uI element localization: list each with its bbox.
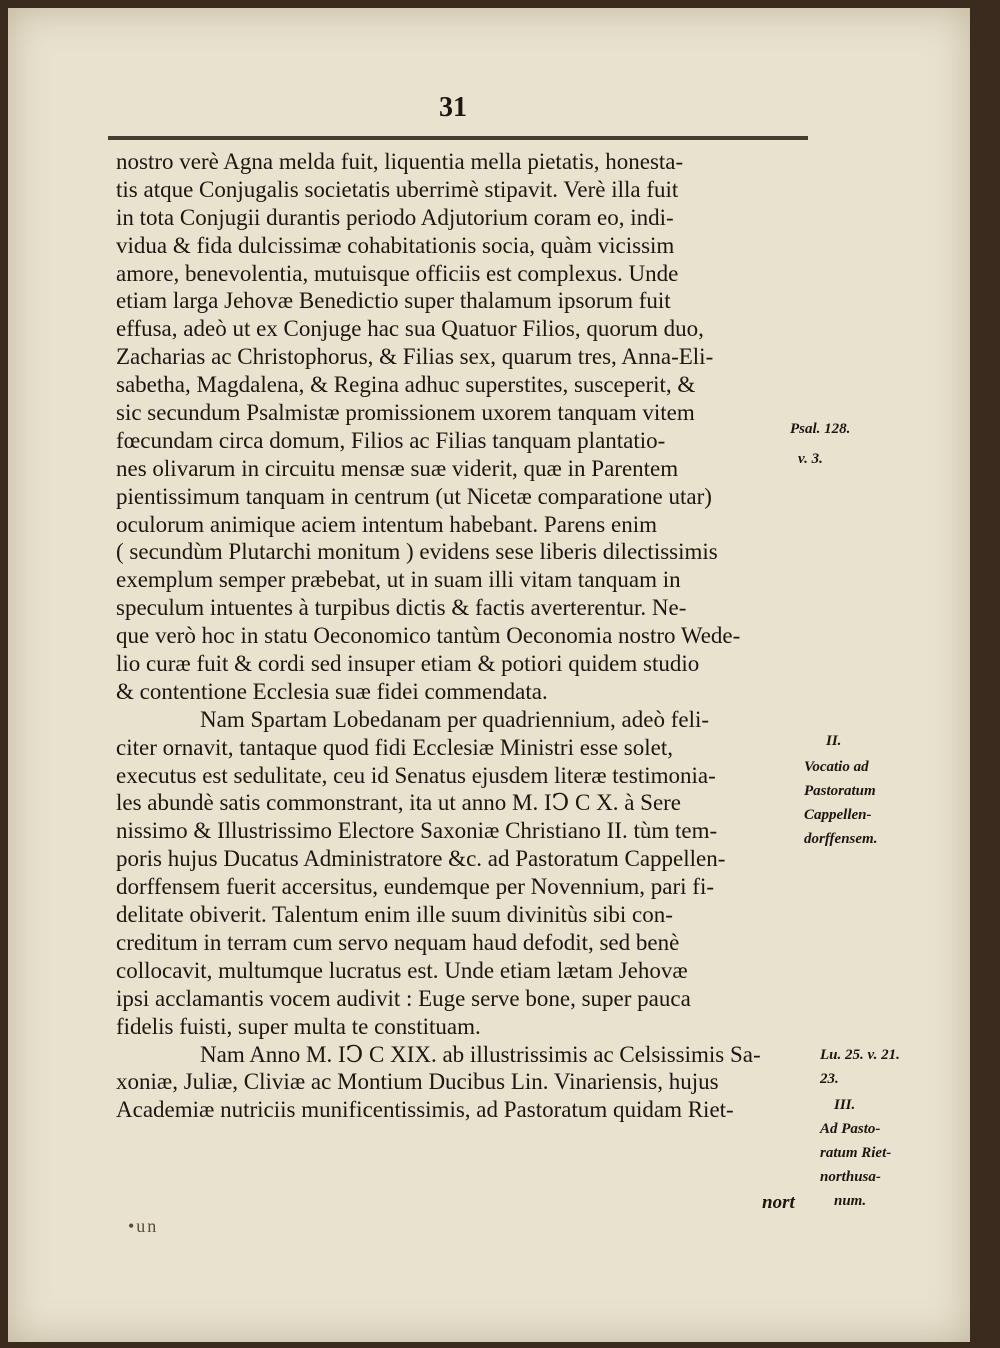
text-line: les abundè satis commonstrant, ita ut anno M. IↃ C X. à Sere (116, 790, 682, 816)
catchword: nort (762, 1192, 795, 1213)
text-line: vidua & fida dulcissimæ cohabitationis socia, quàm vicissim (116, 232, 675, 258)
text-line: Zacharias ac Christophorus, & Filias sex, quarum tres, Anna-Eli- (116, 344, 714, 370)
text-line: poris hujus Ducatus Administratore &c. ad Pastoratum Cappellen- (116, 846, 726, 872)
text-line: in tota Conjugii durantis periodo Adjutorium coram eo, indi- (116, 204, 674, 230)
text-line: exemplum semper præbebat, ut in suam illi vitam tanquam in (116, 567, 681, 593)
text-line: tis atque Conjugalis societatis uberrimè stipavit. Verè illa fuit (116, 176, 679, 202)
page-number: 31 (439, 92, 467, 123)
text-line: oculorum animique aciem intentum habebant. Parens enim (116, 511, 657, 537)
margin-note-luke-ref: Lu. 25. v. 21. (820, 1047, 900, 1063)
text-line: & contentione Ecclesia suæ fidei commendata. (116, 678, 548, 704)
main-text-block (116, 148, 806, 1124)
text-line: effusa, adeò ut ex Conjuge hac sua Quatuor Filios, quorum duo, (116, 316, 704, 342)
signature-mark: •un (128, 1216, 159, 1236)
margin-note-luke-verse: 23. (820, 1071, 839, 1087)
margin-note-section-3-line: ratum Riet- (820, 1145, 892, 1161)
header-rule (108, 136, 808, 140)
margin-note-section-3-line: northusa- (820, 1169, 881, 1185)
text-line: creditum in terram cum servo nequam haud defodit, sed benè (116, 929, 680, 955)
margin-note-section-3-line: Ad Pasto- (820, 1121, 881, 1137)
text-line: sic secundum Psalmistæ promissionem uxorem tanquam vitem (116, 400, 695, 426)
text-line: speculum intuentes à turpibus dictis & factis averterentur. Ne- (116, 595, 687, 621)
text-line: etiam larga Jehovæ Benedictio super thalamum ipsorum fuit (116, 288, 671, 314)
text-line: nes olivarum in circuitu mensæ suæ viderit, quæ in Parentem (116, 455, 679, 481)
text-line: nostro verè Agna melda fuit, liquentia mella pietatis, honesta- (116, 149, 684, 174)
text-line: Nam Spartam Lobedanam per quadriennium, adeò feli- (200, 706, 710, 732)
text-line: sabetha, Magdalena, & Regina adhuc superstites, susceperit, & (116, 372, 696, 398)
book-page (8, 8, 970, 1342)
margin-note-psalm-verse: v. 3. (798, 451, 823, 467)
text-line: ipsi acclamantis vocem audivit : Euge serve bone, super pauca (116, 985, 691, 1011)
text-line: Nam Anno M. IↃ C XIX. ab illustrissimis ac Celsissimis Sa- (200, 1041, 761, 1067)
text-line: citer ornavit, tantaque quod fidi Ecclesiæ Ministri esse solet, (116, 734, 673, 760)
margin-note-psalm-ref: Psal. 128. (790, 421, 851, 437)
text-line: nissimo & Illustrissimo Electore Saxoniæ Christiano II. tùm tem- (116, 818, 718, 844)
text-line: Academiæ nutriciis munificentissimis, ad Pastoratum quidam Riet- (116, 1097, 734, 1123)
text-line: fœcundam circa domum, Filios ac Filias tanquam plantatio- (116, 427, 666, 453)
margin-note-section-2-line: dorffensem. (804, 831, 878, 847)
text-line: delitate obiverit. Talentum enim ille suum divinitùs sibi con- (116, 902, 673, 928)
text-line: que verò hoc in statu Oeconomico tantùm Oeconomia nostro Wede- (116, 623, 741, 649)
margin-note-section-2-line: Pastoratum (804, 783, 876, 799)
text-line: executus est sedulitate, ceu id Senatus ejusdem literæ testimonia- (116, 762, 716, 788)
text-line: xoniæ, Juliæ, Cliviæ ac Montium Ducibus Lin. Vinariensis, hujus (116, 1069, 719, 1095)
margin-note-section-2-number: II. (826, 733, 842, 749)
text-line: lio curæ fuit & cordi sed insuper etiam & potiori quidem studio (116, 651, 700, 677)
margin-note-section-3-line: num. (834, 1193, 867, 1209)
margin-note-section-2-line: Cappellen- (804, 807, 872, 823)
text-line: collocavit, multumque lucratus est. Unde etiam lætam Jehovæ (116, 957, 688, 983)
margin-note-section-2-line: Vocatio ad (804, 759, 869, 775)
text-line: ( secundùm Plutarchi monitum ) evidens sese liberis dilectissimis (116, 539, 718, 565)
text-line: fidelis fuisti, super multa te constituam. (116, 1013, 481, 1039)
margin-note-section-3-number: III. (834, 1097, 856, 1113)
text-line: amore, benevolentia, mutuisque officiis est complexus. Unde (116, 260, 679, 286)
text-line: pientissimum tanquam in centrum (ut Nicetæ comparatione utar) (116, 483, 712, 509)
text-line: dorffensem fuerit accersitus, eundemque per Novennium, pari fi- (116, 874, 714, 900)
